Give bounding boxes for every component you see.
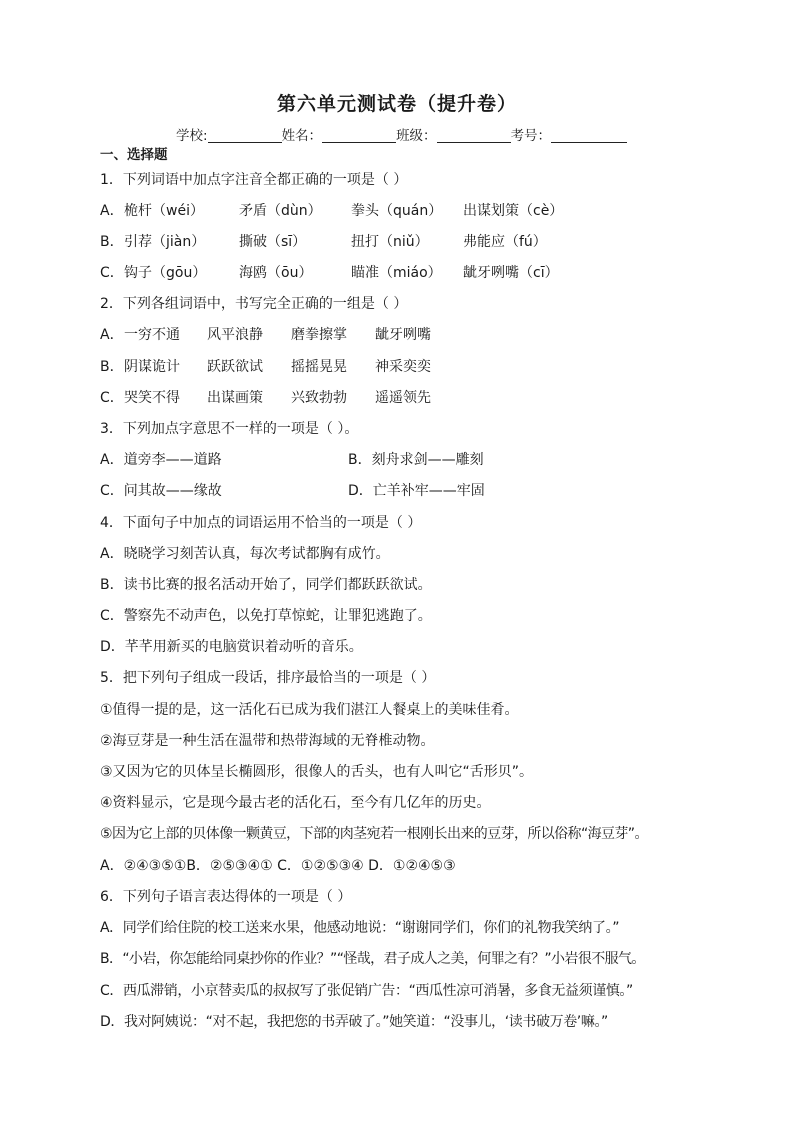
sentence-1: ①值得一提的是，这一活化石已成为我们湛江人餐桌上的美味佳肴。: [100, 702, 519, 718]
answer-options: A．②④③⑤①B．②⑤③④① C．①②⑤③④ D．①②④⑤③: [100, 858, 456, 874]
option-item: 龇牙咧嘴（cī）: [463, 265, 559, 281]
option-item: 矛盾（dùn）: [239, 203, 322, 219]
exam-no-label: 考号：: [510, 128, 552, 144]
option-d: D．芊芊用新买的电脑赏识着动听的音乐。: [100, 639, 363, 655]
option-item: 阴谋诡计: [124, 359, 180, 375]
option-label: A．: [100, 203, 124, 219]
option-item: 磨拳擦掌: [291, 327, 347, 343]
option-label: C．: [100, 265, 124, 281]
option-item: 扭打（niǔ）: [351, 234, 429, 250]
option-item: 弗能应（fú）: [463, 234, 547, 250]
sentence-5: ⑤因为它上部的贝体像一颗黄豆，下部的肉茎宛若一根刚长出来的豆芽，所以俗称“海豆芽”。: [100, 826, 648, 842]
option-item: 桅杆（wéi）: [124, 203, 204, 219]
question-stem: 5．把下列句子组成一段话，排序最恰当的一项是（ ）: [100, 670, 436, 686]
option-item: 摇摇晃晃: [291, 359, 347, 375]
option-item: 兴致勃勃: [291, 390, 347, 406]
option-c: C．西瓜滞销，小京替卖瓜的叔叔写了张促销广告：“西瓜性凉可消暑，多食无益须谨慎。”: [100, 983, 633, 999]
sentence-4: ④资料显示，它是现今最古老的活化石，至今有几亿年的历史。: [100, 795, 491, 811]
option-c: C．警察先不动声色，以免打草惊蛇，让罪犯逃跑了。: [100, 608, 432, 624]
question-stem: 3．下列加点字意思不一样的一项是（ ）。: [100, 421, 359, 437]
option-b: B．刻舟求剑——雕刻: [348, 452, 484, 468]
option-label: A．: [100, 327, 124, 343]
option-c: C．问其故——缘故: [100, 483, 222, 499]
option-item: 出谋画策: [207, 390, 263, 406]
school-label: 学校:: [176, 128, 208, 144]
option-item: 引荐（jiàn）: [124, 234, 206, 250]
question-stem: 4．下面句子中加点的词语运用不恰当的一项是（ ）: [100, 515, 422, 531]
option-item: 哭笑不得: [124, 390, 180, 406]
name-label: 姓名：: [281, 128, 323, 144]
school-field[interactable]: [208, 128, 282, 143]
sentence-2: ②海豆芽是一种生活在温带和热带海域的无脊椎动物。: [100, 733, 435, 749]
option-a: A．同学们给住院的校工送来水果，他感动地说：“谢谢同学们，你们的礼物我笑纳了。”: [100, 920, 620, 936]
question-stem: 2．下列各组词语中，书写完全正确的一组是（ ）: [100, 296, 408, 312]
option-item: 出谋划策（cè）: [463, 203, 564, 219]
option-a: A．晓晓学习刻苦认真，每次考试都胸有成竹。: [100, 546, 390, 562]
option-item: 撕破（sī）: [239, 234, 307, 250]
question-stem: 1．下列词语中加点字注音全都正确的一项是（ ）: [100, 172, 408, 188]
option-d: D．我对阿姨说：“对不起，我把您的书弄破了。”她笑道：“没事儿，‘读书破万卷’嘛。”: [100, 1014, 608, 1030]
exam-no-field[interactable]: [551, 128, 627, 143]
page-title: 第六单元测试卷（提升卷）: [276, 93, 517, 115]
option-d: D．亡羊补牢——牢固: [348, 483, 485, 499]
option-b: B．“小岩，你怎能给同桌抄你的作业？”“怪哉，君子成人之美，何罪之有？”小岩很不服气。: [100, 951, 645, 967]
option-item: 龇牙咧嘴: [375, 327, 431, 343]
option-a: A．道旁李——道路: [100, 452, 222, 468]
option-label: B．: [100, 234, 124, 250]
option-item: 瞄准（miáo）: [351, 265, 442, 281]
option-item: 拳头（quán）: [351, 203, 443, 219]
question-stem: 6．下列句子语言表达得体的一项是（ ）: [100, 889, 352, 905]
option-label: C．: [100, 390, 124, 406]
option-item: 跃跃欲试: [207, 359, 263, 375]
class-label: 班级：: [396, 128, 437, 144]
option-item: 一穷不通: [124, 327, 180, 343]
student-info-line: [176, 124, 627, 144]
option-item: 钩子（gōu）: [124, 265, 207, 281]
option-b: B．读书比赛的报名活动开始了，同学们都跃跃欲试。: [100, 577, 432, 593]
option-label: B．: [100, 359, 124, 375]
sentence-3: ③又因为它的贝体呈长椭圆形，很像人的舌头，也有人叫它“舌形贝”。: [100, 764, 534, 780]
option-item: 遥遥领先: [375, 390, 431, 406]
name-field[interactable]: [322, 128, 396, 143]
class-field[interactable]: [437, 128, 511, 143]
option-item: 风平浪静: [207, 327, 263, 343]
section-heading: 一、选择题: [100, 147, 168, 163]
option-item: 海鸥（ōu）: [239, 265, 313, 281]
option-item: 神采奕奕: [375, 359, 431, 375]
